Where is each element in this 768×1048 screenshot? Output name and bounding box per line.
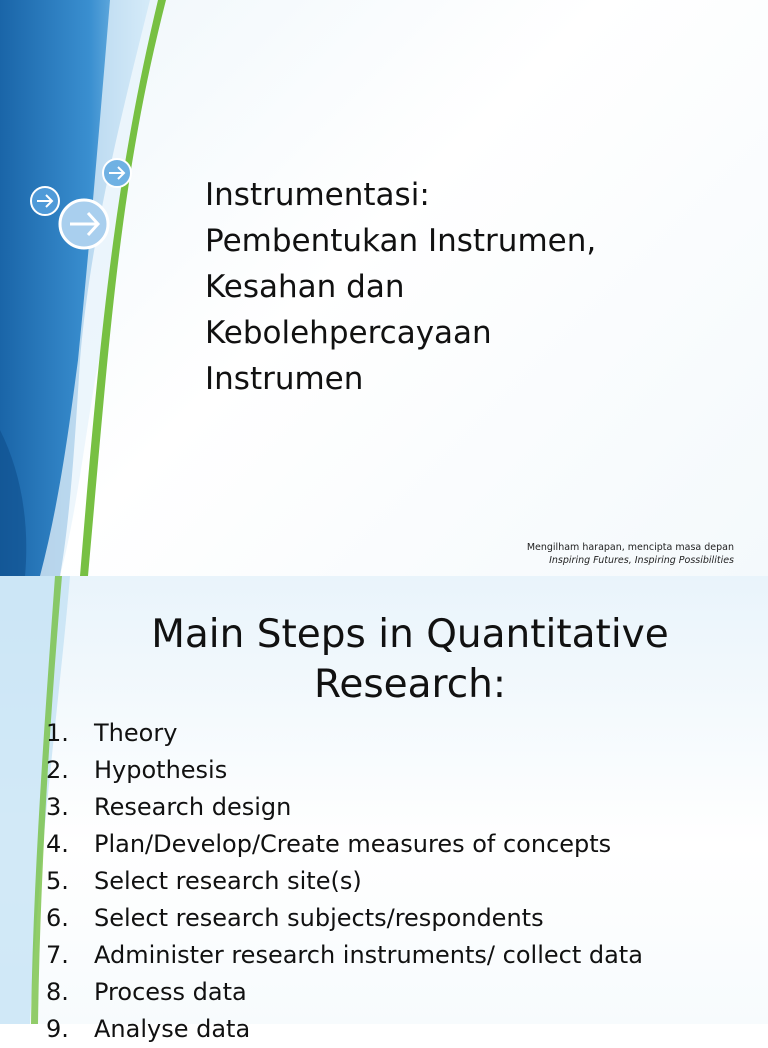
step-number: 1. xyxy=(46,719,69,747)
footer-motto-english: Inspiring Futures, Inspiring Possibilities xyxy=(549,555,734,566)
step-number: 6. xyxy=(46,904,69,932)
heading-line: Main Steps in Quantitative xyxy=(151,612,669,657)
step-number: 2. xyxy=(46,756,69,784)
step-text: Hypothesis xyxy=(94,756,228,784)
list-item xyxy=(46,863,643,900)
list-item xyxy=(46,937,643,974)
list-item xyxy=(46,1011,643,1048)
slide-footer xyxy=(527,541,734,567)
list-item xyxy=(46,752,643,789)
arrow-right-circle-icon xyxy=(60,200,108,248)
list-item xyxy=(46,900,643,937)
steps-list xyxy=(46,715,643,1048)
step-text: Plan/Develop/Create measures of concepts xyxy=(94,830,612,858)
step-text: Process data xyxy=(94,978,247,1006)
step-number: 8. xyxy=(46,978,69,1006)
list-item xyxy=(46,974,643,1011)
arrow-right-circle-icon xyxy=(31,187,59,215)
arrow-right-circle-icon xyxy=(103,159,131,187)
title-line: Pembentukan Instrumen, xyxy=(205,223,597,259)
title-line: Kebolehpercayaan xyxy=(205,315,492,351)
list-item xyxy=(46,826,643,863)
slide-heading xyxy=(60,610,760,710)
list-item xyxy=(46,789,643,826)
heading-line: Research: xyxy=(313,662,507,707)
title-line: Instrumen xyxy=(205,361,364,397)
step-text: Select research site(s) xyxy=(94,867,362,895)
slide-title-text xyxy=(205,172,745,402)
footer-motto-malay: Mengilham harapan, mencipta masa depan xyxy=(526,542,734,553)
title-line: Instrumentasi: xyxy=(205,177,430,213)
step-text: Analyse data xyxy=(94,1015,251,1043)
step-number: 3. xyxy=(46,793,69,821)
step-number: 9. xyxy=(46,1015,69,1043)
step-text: Select research subjects/respondents xyxy=(94,904,544,932)
step-number: 5. xyxy=(46,867,69,895)
step-text: Research design xyxy=(94,793,292,821)
step-text: Administer research instruments/ collect data xyxy=(94,941,643,969)
step-text: Theory xyxy=(94,719,178,747)
step-number: 7. xyxy=(46,941,69,969)
step-number: 4. xyxy=(46,830,69,858)
list-item xyxy=(46,715,643,752)
title-line: Kesahan dan xyxy=(205,269,405,305)
